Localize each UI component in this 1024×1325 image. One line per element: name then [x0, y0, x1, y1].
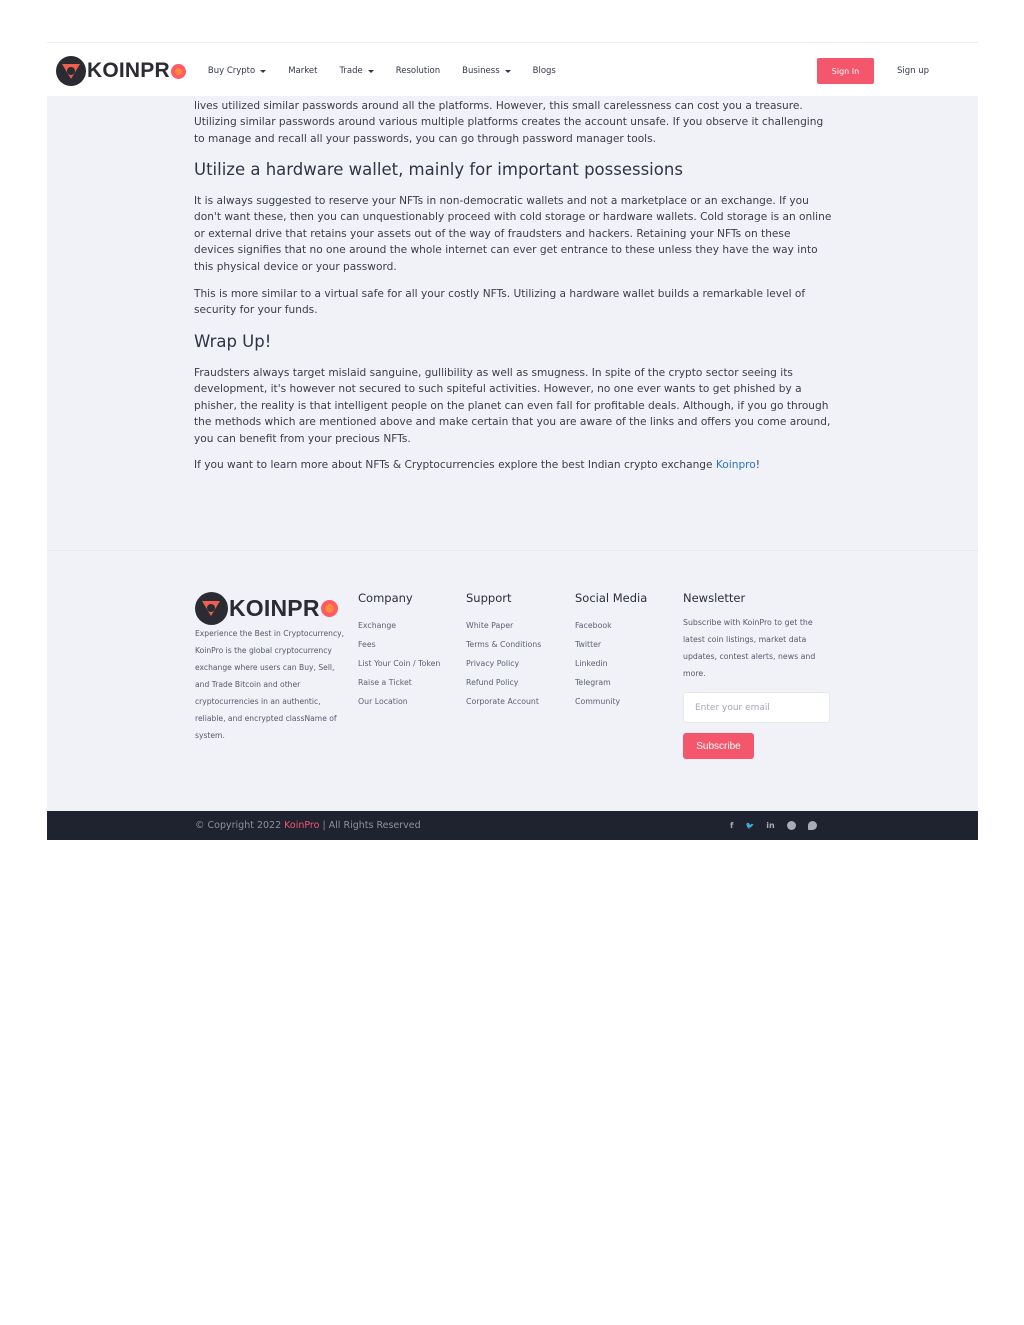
copyright-brand[interactable]: KoinPro — [284, 820, 320, 831]
footer-col-title: Company — [358, 591, 413, 605]
nav-item-trade[interactable]: Trade — [339, 66, 373, 76]
article-paragraph: This is more similar to a virtual safe for all your costly NFTs. Utilizing a hardware wallet builds a remarkable level of security for your funds. — [194, 288, 806, 317]
nav-item-buy-crypto[interactable]: Buy Crypto — [208, 66, 266, 76]
footer-link[interactable]: Terms & Conditions — [466, 640, 542, 649]
koinpro-logo-icon — [56, 56, 86, 86]
footer-link[interactable]: Our Location — [358, 697, 408, 706]
nav-item-market[interactable]: Market — [288, 66, 318, 76]
footer-logo-text: KOINPR — [229, 595, 320, 621]
footer-link[interactable]: Twitter — [575, 640, 602, 649]
footer — [47, 550, 978, 811]
footer-link[interactable]: Community — [575, 697, 621, 706]
chat-icon[interactable] — [808, 821, 817, 830]
newsletter-text: Subscribe with KoinPro to get the latest coin listings, market data updates, contest alerts, news and more. — [683, 618, 816, 678]
footer-col-title: Social Media — [575, 591, 648, 605]
koinpro-link[interactable]: Koinpro — [715, 459, 756, 471]
footer-link[interactable]: Privacy Policy — [466, 659, 520, 668]
nav-item-blogs[interactable]: Blogs — [532, 66, 556, 76]
twitter-icon[interactable]: 🐦 — [745, 821, 755, 830]
nav-menu — [208, 66, 578, 76]
article-section — [47, 96, 978, 550]
footer-brand — [195, 592, 345, 744]
copyright-bar — [47, 811, 978, 840]
linkedin-icon[interactable]: in — [766, 821, 775, 830]
footer-col-company — [358, 591, 440, 711]
article-heading: Utilize a hardware wallet, mainly for important possessions — [194, 160, 683, 179]
footer-link[interactable]: List Your Coin / Token — [358, 659, 441, 668]
footer-link[interactable]: Exchange — [358, 621, 397, 630]
caret-down-icon — [505, 70, 511, 73]
logo-o-icon — [171, 64, 186, 79]
footer-col-title: Support — [466, 591, 512, 605]
sign-up-link[interactable]: Sign up — [897, 66, 930, 76]
article-heading: Wrap Up! — [194, 332, 272, 351]
subscribe-button[interactable]: Subscribe — [683, 733, 754, 759]
footer-col-title: Newsletter — [683, 591, 746, 605]
footer-col-support — [466, 591, 541, 711]
sign-in-button[interactable]: Sign In — [817, 58, 874, 84]
footer-link[interactable]: Refund Policy — [466, 678, 519, 687]
telegram-icon[interactable] — [787, 821, 796, 830]
newsletter-email-input[interactable] — [683, 692, 830, 723]
logo[interactable] — [56, 56, 186, 86]
nav-item-business[interactable]: Business — [462, 66, 510, 76]
caret-down-icon — [368, 70, 374, 73]
footer-col-social — [575, 591, 647, 711]
footer-link[interactable]: Linkedin — [575, 659, 608, 668]
footer-logo[interactable] — [195, 592, 345, 625]
koinpro-logo-icon — [195, 592, 228, 625]
logo-text: KOINPR — [87, 59, 170, 82]
logo-o-icon — [321, 600, 338, 617]
footer-link[interactable]: Corporate Account — [466, 697, 539, 706]
footer-col-newsletter — [683, 591, 830, 759]
footer-link[interactable]: Fees — [358, 640, 376, 649]
footer-link[interactable]: Raise a Ticket — [358, 678, 412, 687]
article-paragraph: If you want to learn more about NFTs & Cryptocurrencies explore the best Indian crypto exchange Koinpro! — [194, 459, 761, 471]
footer-about: Experience the Best in Cryptocurrency, KoinPro is the global cryptocurrency exchange where users can Buy, Sell, and Trade Bitcoin and other cryptocurrencies in an authentic, reliable, and encrypted className of system. — [195, 629, 345, 740]
nav-item-resolution[interactable]: Resolution — [395, 66, 441, 76]
caret-down-icon — [260, 70, 266, 73]
footer-link[interactable]: Telegram — [575, 678, 611, 687]
social-icons — [730, 811, 829, 840]
copyright-text: © Copyright 2022 KoinPro | All Rights Reserved — [195, 820, 421, 831]
article-paragraph: It is always suggested to reserve your NFTs in non-democratic wallets and not a marketplace or an exchange. If you don't want these, then you can unquestionably proceed with cold storage or hardware wallets. Cold storage is an online or external drive that retains your assets out of the way of fraudsters and hackers. Retaining your NFTs on these devices signifies that no one around the whole internet can ever get entrance to these unless they have the way into this physical device or your password. — [194, 195, 832, 273]
navbar — [47, 46, 978, 96]
article-paragraph: Fraudsters always target mislaid sanguine, gullibility as well as smugness. In spite of the crypto sector seeing its development, it's however not secured to such spiteful activities. However, no one ever wants to get phished by a phisher, the reality is that intelligent people on the planet can even fall for profitable deals. Although, if you go through the methods which are mentioned above and make certain that you are aware of the links and offers you come around, you can benefit from your precious NFTs. — [194, 367, 831, 445]
footer-link[interactable]: White Paper — [466, 621, 514, 630]
facebook-icon[interactable]: f — [730, 821, 734, 830]
article-paragraph: lives utilized similar passwords around all the platforms. However, this small carelessness can cost you a treasure. Utilizing similar passwords around various multiple platforms creates the account unsafe. If you observe it challenging to manage and recall all your passwords, you can go through password manager tools. — [194, 100, 824, 145]
footer-link[interactable]: Facebook — [575, 621, 612, 630]
